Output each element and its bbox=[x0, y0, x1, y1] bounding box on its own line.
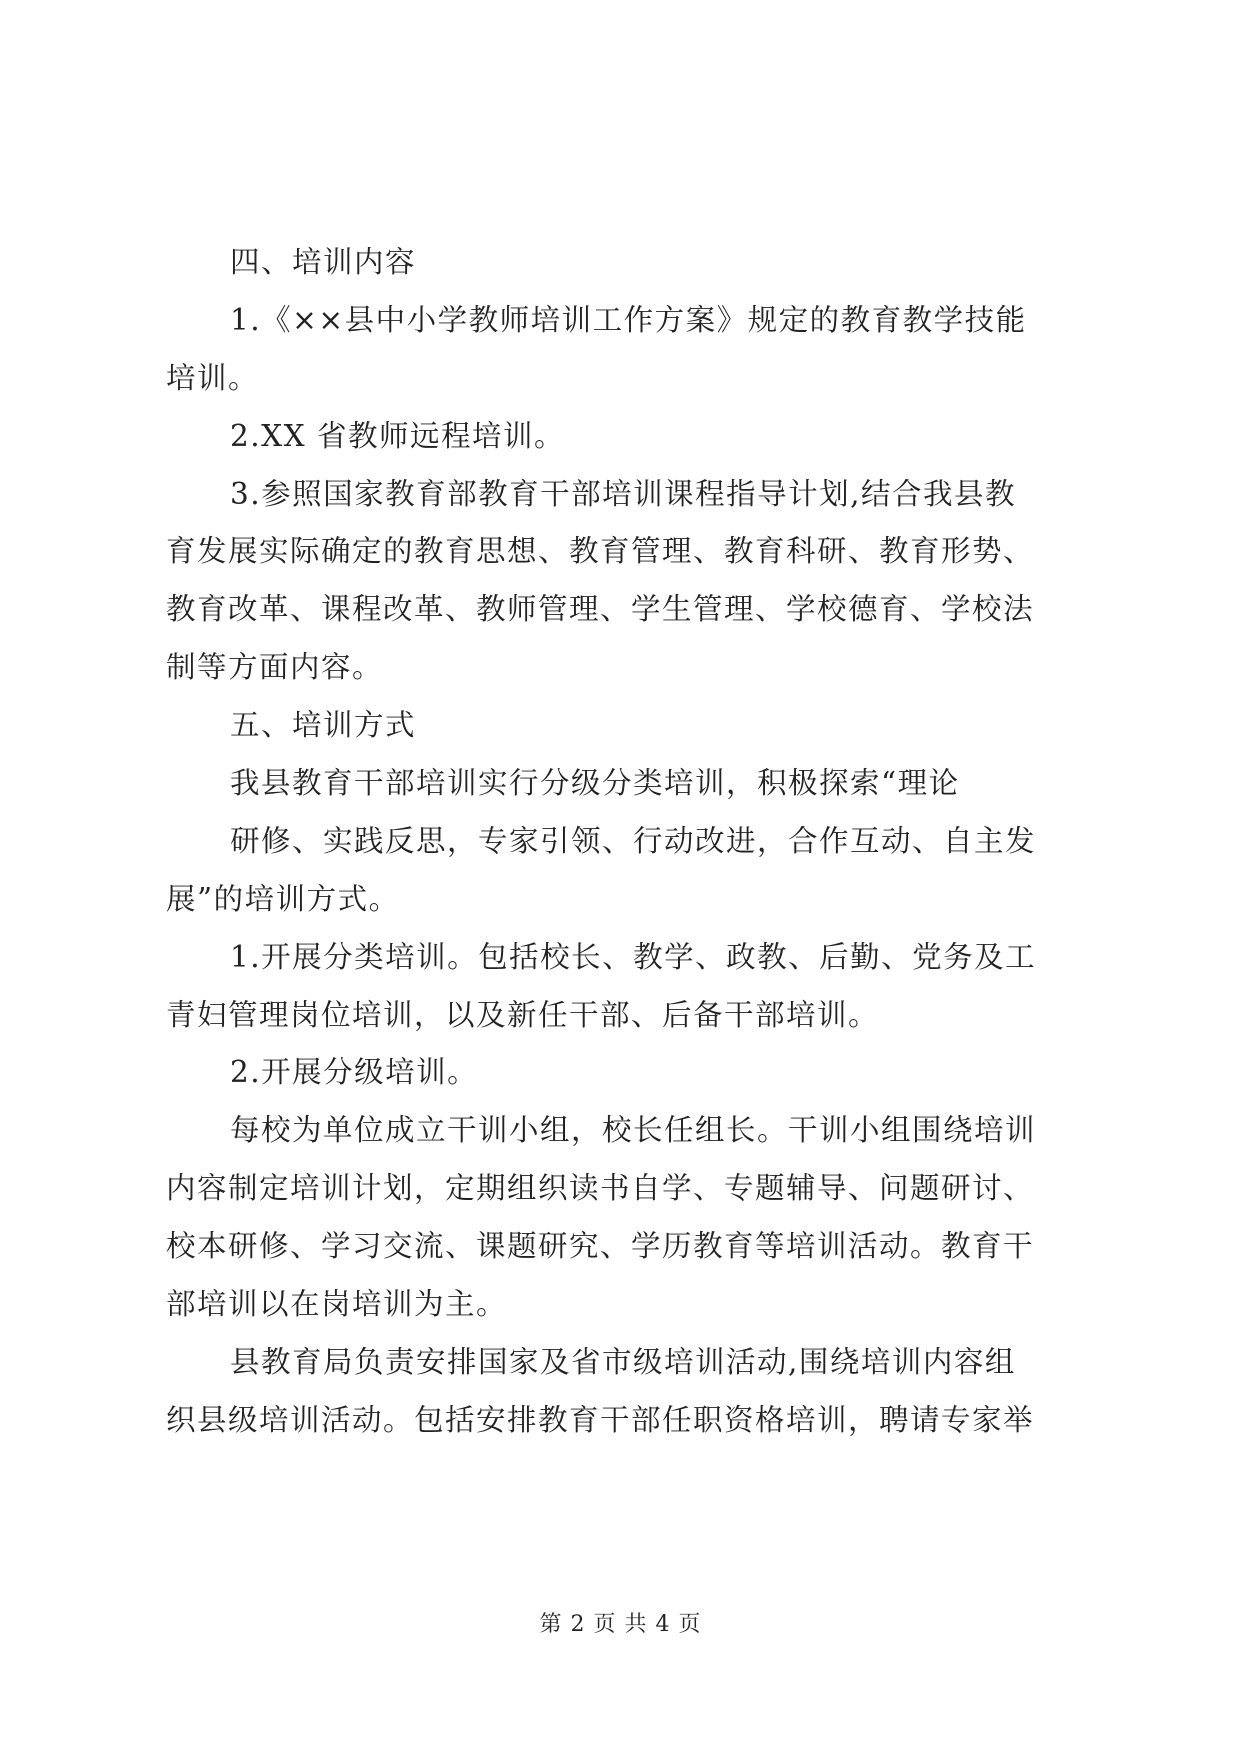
text-line: 研修、实践反思，专家引领、行动改进，合作互动、自主发 bbox=[230, 823, 1037, 858]
text-line: 培训。 bbox=[166, 360, 260, 395]
text-line: 3.参照国家教育部教育干部培训课程指导计划,结合我县教 bbox=[230, 476, 1017, 511]
text-line: 我县教育干部培训实行分级分类培训，积极探索“理论 bbox=[230, 766, 960, 801]
text-line: 教育改革、课程改革、教师管理、学生管理、学校德育、学校法 bbox=[166, 592, 1035, 627]
text-line: 校本研修、学习交流、课题研究、学历教育等培训活动。教育干 bbox=[166, 1229, 1035, 1264]
text-line: 制等方面内容。 bbox=[166, 650, 384, 685]
document-body bbox=[166, 234, 1086, 1450]
text-line: 展”的培训方式。 bbox=[166, 881, 400, 916]
text-line: 四、培训内容 bbox=[230, 245, 417, 279]
text-line: 2.开展分级培训。 bbox=[230, 1055, 479, 1090]
text-line: 1.《××县中小学教师培训工作方案》规定的教育教学技能 bbox=[230, 302, 1027, 337]
text-line: 五、培训方式 bbox=[230, 708, 417, 743]
text-line: 2.XX 省教师远程培训。 bbox=[230, 418, 566, 453]
text-line: 织县级培训活动。包括安排教育干部任职资格培训，聘请专家举 bbox=[166, 1402, 1035, 1437]
text-line: 县教育局负责安排国家及省市级培训活动,围绕培训内容组 bbox=[230, 1344, 1016, 1379]
text-line: 部培训以在岗培训为主。 bbox=[166, 1287, 508, 1322]
page-footer: 第 2 页 共 4 页 bbox=[539, 1612, 702, 1637]
text-line: 1.开展分类培训。包括校长、教学、政教、后勤、党务及工 bbox=[230, 939, 1037, 974]
text-line: 每校为单位成立干训小组，校长任组长。干训小组围绕培训 bbox=[230, 1113, 1037, 1148]
text-line: 内容制定培训计划，定期组织读书自学、专题辅导、问题研讨、 bbox=[166, 1171, 1035, 1206]
text-line: 青妇管理岗位培训，以及新任干部、后备干部培训。 bbox=[166, 997, 880, 1032]
text-line: 育发展实际确定的教育思想、教育管理、教育科研、教育形势、 bbox=[166, 534, 1035, 569]
